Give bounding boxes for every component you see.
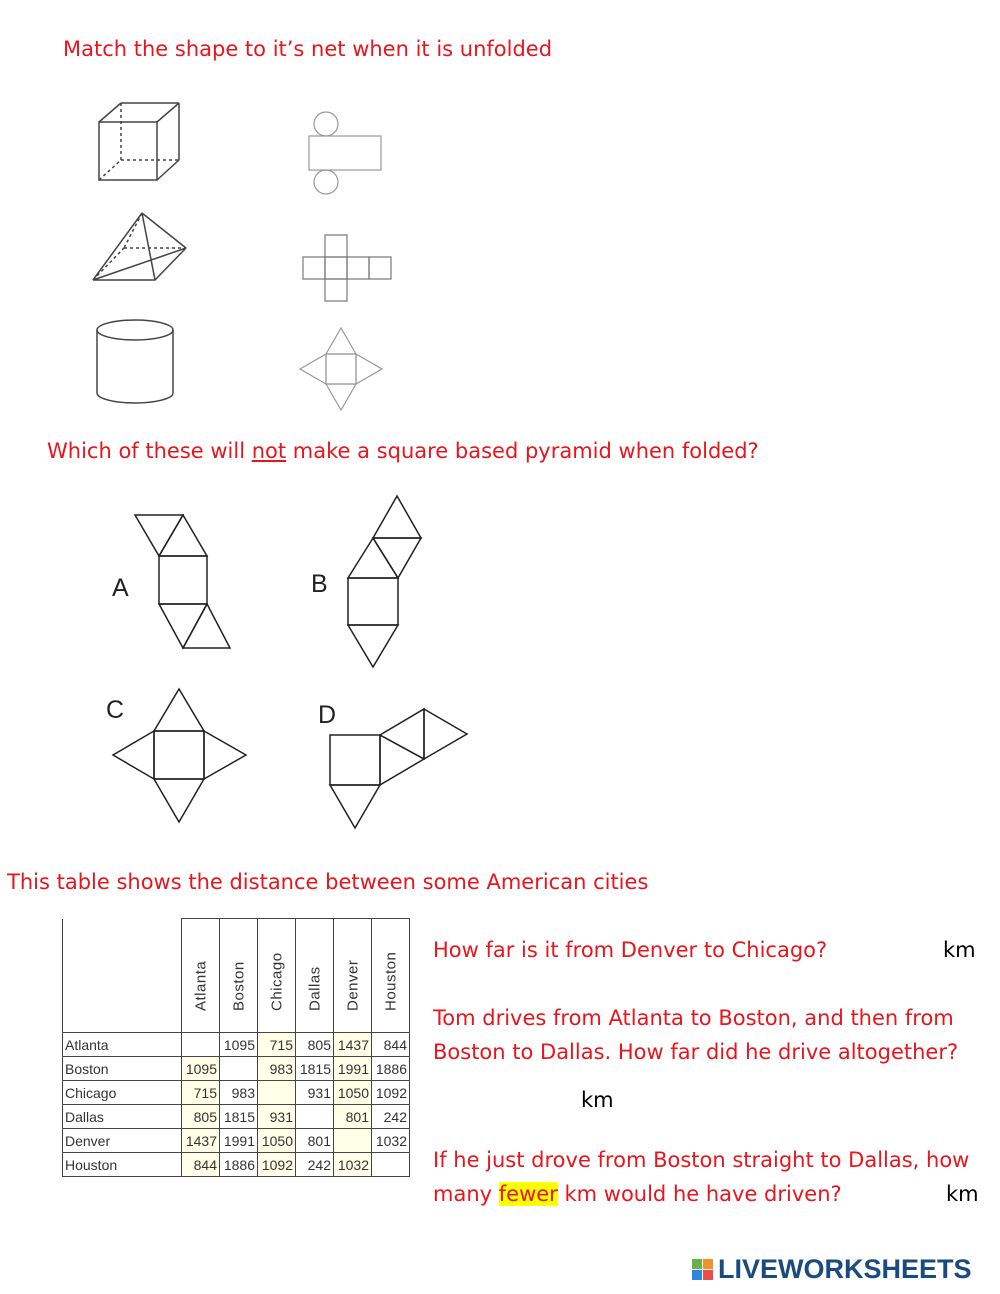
answer-unit-km: km bbox=[581, 1088, 614, 1112]
row-header: Denver bbox=[63, 1129, 182, 1153]
table-cell: 715 bbox=[258, 1033, 296, 1057]
cube-net bbox=[301, 233, 396, 303]
liveworksheets-logo-icon bbox=[692, 1259, 714, 1281]
q6-text-before: many bbox=[433, 1182, 499, 1206]
table-cell bbox=[258, 1081, 296, 1105]
table-cell bbox=[182, 1033, 220, 1057]
question-tom-drive-line1: Tom drives from Atlanta to Boston, and then from bbox=[433, 1006, 954, 1030]
net-option-d[interactable] bbox=[327, 706, 472, 831]
table-cell: 1032 bbox=[334, 1153, 372, 1177]
table-cell: 1991 bbox=[334, 1057, 372, 1081]
table-cell: 1886 bbox=[220, 1153, 258, 1177]
table-row bbox=[63, 1105, 410, 1129]
question-fewer-km-line1: If he just drove from Boston straight to Dallas, how bbox=[433, 1148, 970, 1172]
table-cell: 1095 bbox=[182, 1057, 220, 1081]
table-row bbox=[63, 1033, 410, 1057]
question-not-pyramid bbox=[47, 441, 759, 462]
table-cell: 1092 bbox=[258, 1153, 296, 1177]
net-option-b[interactable] bbox=[343, 493, 428, 673]
column-header: Denver bbox=[334, 919, 372, 1033]
table-cell: 931 bbox=[258, 1105, 296, 1129]
table-cell: 844 bbox=[372, 1033, 410, 1057]
distance-table bbox=[62, 918, 410, 1177]
table-cell bbox=[334, 1129, 372, 1153]
q6-highlighted-word: fewer bbox=[498, 1182, 558, 1206]
table-cell: 1991 bbox=[220, 1129, 258, 1153]
table-cell: 1815 bbox=[220, 1105, 258, 1129]
table-cell bbox=[296, 1105, 334, 1129]
table-cell: 931 bbox=[296, 1081, 334, 1105]
table-cell: 801 bbox=[334, 1105, 372, 1129]
row-header: Dallas bbox=[63, 1105, 182, 1129]
table-cell: 983 bbox=[220, 1081, 258, 1105]
table-cell: 1050 bbox=[334, 1081, 372, 1105]
column-header: Dallas bbox=[296, 919, 334, 1033]
question-match-shape-net: Match the shape to it’s net when it is unfolded bbox=[63, 37, 553, 61]
row-header: Boston bbox=[63, 1057, 182, 1081]
answer-unit-km: km bbox=[943, 938, 976, 962]
pyramid-net bbox=[298, 326, 388, 414]
q2-text-after: make a square based pyramid when folded? bbox=[286, 439, 759, 463]
row-header: Atlanta bbox=[63, 1033, 182, 1057]
table-row bbox=[63, 1081, 410, 1105]
net-label-b: B bbox=[311, 570, 328, 598]
table-row bbox=[63, 1153, 410, 1177]
cylinder-shape bbox=[95, 318, 177, 408]
column-header: Chicago bbox=[258, 919, 296, 1033]
answer-unit-km: km bbox=[946, 1182, 979, 1206]
table-cell: 1032 bbox=[372, 1129, 410, 1153]
net-option-c[interactable] bbox=[110, 686, 252, 826]
table-cell: 805 bbox=[182, 1105, 220, 1129]
q2-text-before: Which of these will bbox=[47, 439, 252, 463]
table-corner bbox=[63, 919, 182, 1033]
column-header: Boston bbox=[220, 919, 258, 1033]
row-header: Houston bbox=[63, 1153, 182, 1177]
row-header: Chicago bbox=[63, 1081, 182, 1105]
q2-underlined-word: not bbox=[251, 439, 287, 463]
q6-text-after: km would he have driven? bbox=[557, 1182, 842, 1206]
table-cell: 1437 bbox=[182, 1129, 220, 1153]
question-denver-chicago: How far is it from Denver to Chicago? bbox=[433, 938, 828, 962]
table-cell: 801 bbox=[296, 1129, 334, 1153]
net-label-d: D bbox=[318, 701, 337, 729]
table-cell: 242 bbox=[296, 1153, 334, 1177]
table-cell: 1437 bbox=[334, 1033, 372, 1057]
column-header: Atlanta bbox=[182, 919, 220, 1033]
table-cell: 715 bbox=[182, 1081, 220, 1105]
table-cell: 805 bbox=[296, 1033, 334, 1057]
cube-shape bbox=[96, 100, 186, 185]
table-cell: 242 bbox=[372, 1105, 410, 1129]
table-cell: 1092 bbox=[372, 1081, 410, 1105]
table-cell: 1050 bbox=[258, 1129, 296, 1153]
table-cell: 1095 bbox=[220, 1033, 258, 1057]
table-row bbox=[63, 1057, 410, 1081]
cylinder-net bbox=[306, 110, 406, 198]
net-label-c: C bbox=[106, 696, 125, 724]
table-header-row bbox=[63, 919, 410, 1033]
table-cell bbox=[220, 1057, 258, 1081]
liveworksheets-brand: LIVEWORKSHEETS bbox=[718, 1254, 972, 1284]
question-table-intro: This table shows the distance between some American cities bbox=[7, 870, 649, 894]
pyramid-shape bbox=[90, 210, 190, 285]
table-cell: 1886 bbox=[372, 1057, 410, 1081]
table-cell: 844 bbox=[182, 1153, 220, 1177]
table-cell bbox=[372, 1153, 410, 1177]
table-row bbox=[63, 1129, 410, 1153]
question-fewer-km-line2 bbox=[433, 1184, 842, 1205]
table-cell: 983 bbox=[258, 1057, 296, 1081]
net-option-a[interactable] bbox=[132, 512, 232, 652]
table-cell: 1815 bbox=[296, 1057, 334, 1081]
net-label-a: A bbox=[112, 574, 129, 602]
column-header: Houston bbox=[372, 919, 410, 1033]
question-tom-drive-line2: Boston to Dallas. How far did he drive altogether? bbox=[433, 1040, 959, 1064]
